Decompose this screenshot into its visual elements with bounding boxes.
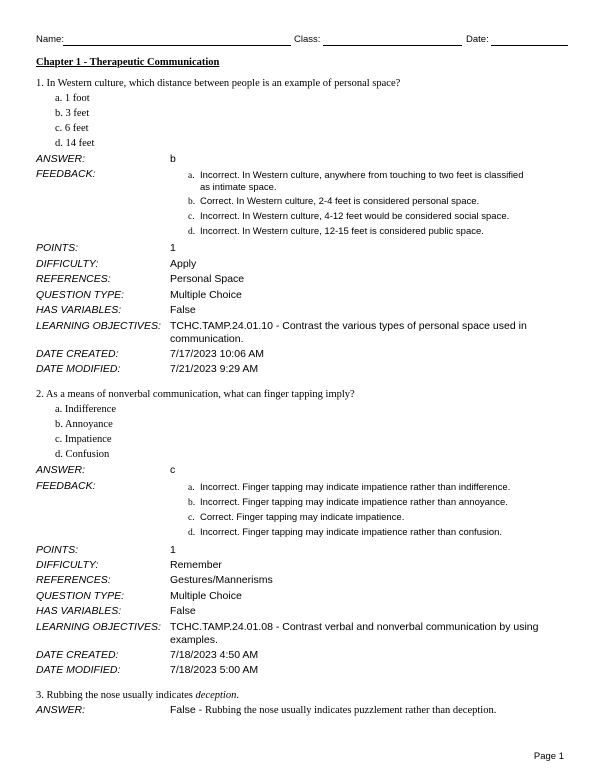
question-2-option-d: d. Confusion: [55, 449, 110, 460]
q1-date-modified-value: 7/21/2023 9:29 AM: [170, 363, 259, 375]
question-1-option-c: c. 6 feet: [55, 123, 89, 134]
chapter-title: Chapter 1 - Therapeutic Communication: [36, 57, 220, 68]
class-line: [323, 45, 462, 46]
question-2-text: 2. As a means of nonverbal communication, what can finger tapping imply?: [36, 389, 355, 400]
question-1-option-a: a. 1 foot: [55, 93, 90, 104]
q1-feedback-d: [188, 226, 533, 238]
q1-difficulty-label: DIFFICULTY:: [36, 258, 99, 270]
feedback-text: Incorrect. Finger tapping may indicate impatience rather than confusion.: [200, 527, 503, 538]
q1-question-type-value: Multiple Choice: [170, 289, 242, 301]
q1-answer-label: ANSWER:: [36, 153, 86, 165]
feedback-text: Correct. In Western culture, 2-4 feet is considered personal space.: [200, 196, 480, 207]
q2-references-value: Gestures/Mannerisms: [170, 574, 273, 586]
q2-question-type-value: Multiple Choice: [170, 590, 242, 602]
question-1-text: 1. In Western culture, which distance between people is an example of personal space?: [36, 78, 401, 89]
q2-feedback-a: [188, 482, 533, 494]
question-1-option-d: d. 14 feet: [55, 138, 95, 149]
q2-question-type-label: QUESTION TYPE:: [36, 590, 125, 602]
q2-date-modified-label: DATE MODIFIED:: [36, 664, 121, 676]
feedback-text: Incorrect. Finger tapping may indicate impatience rather than annoyance.: [200, 497, 508, 508]
date-line: [491, 45, 568, 46]
q1-feedback-label: FEEDBACK:: [36, 168, 96, 180]
q1-date-created-label: DATE CREATED:: [36, 348, 119, 360]
feedback-letter: b.: [188, 498, 196, 508]
q1-date-modified-label: DATE MODIFIED:: [36, 363, 121, 375]
q1-points-label: POINTS:: [36, 242, 79, 254]
question-3-text-prefix: 3. Rubbing the nose usually indicates: [36, 690, 196, 701]
feedback-letter: d.: [188, 528, 196, 538]
q1-feedback-c: [188, 211, 533, 223]
q3-answer-label: ANSWER:: [36, 704, 86, 716]
q2-feedback-label: FEEDBACK:: [36, 480, 96, 492]
q2-has-variables-value: False: [170, 605, 196, 617]
feedback-letter: a.: [188, 483, 195, 493]
question-3-text: [36, 690, 239, 701]
header-fields: [36, 34, 568, 50]
feedback-text: Incorrect. In Western culture, anywhere from touching to two feet is classified as intimate space.: [200, 170, 524, 193]
q1-feedback-a: [188, 170, 533, 194]
q2-date-created-value: 7/18/2023 4:50 AM: [170, 649, 259, 661]
q2-feedback-c: [188, 512, 533, 524]
q1-date-created-value: 7/17/2023 10:06 AM: [170, 348, 264, 360]
q1-question-type-label: QUESTION TYPE:: [36, 289, 125, 301]
q3-answer-tf: False: [170, 704, 196, 716]
feedback-letter: c.: [188, 212, 195, 222]
q2-feedback-d: [188, 527, 533, 539]
feedback-letter: c.: [188, 513, 195, 523]
q1-references-label: REFERENCES:: [36, 273, 111, 285]
name-label: Name:: [36, 34, 64, 45]
q3-answer-value: [170, 704, 496, 716]
q2-date-modified-value: 7/18/2023 5:00 AM: [170, 664, 259, 676]
class-label: Class:: [294, 34, 321, 45]
question-1-option-b: b. 3 feet: [55, 108, 90, 119]
q1-difficulty-value: Apply: [170, 258, 197, 270]
q2-answer-value: c: [170, 464, 176, 476]
question-3-text-suffix: .: [236, 690, 239, 701]
feedback-letter: b.: [188, 197, 196, 207]
q3-answer-explanation: Rubbing the nose usually indicates puzzlement rather than deception.: [205, 705, 497, 716]
question-2-option-c: c. Impatience: [55, 434, 112, 445]
name-line: [63, 45, 291, 46]
q2-points-label: POINTS:: [36, 544, 79, 556]
date-label: Date:: [466, 34, 489, 45]
q1-has-variables-label: HAS VARIABLES:: [36, 304, 122, 316]
feedback-text: Incorrect. Finger tapping may indicate impatience rather than indifference.: [200, 482, 511, 493]
q2-references-label: REFERENCES:: [36, 574, 111, 586]
q3-answer-separator: -: [195, 704, 206, 716]
q1-has-variables-value: False: [170, 304, 196, 316]
question-2-option-a: a. Indifference: [55, 404, 117, 415]
q1-answer-value: b: [170, 153, 176, 165]
q1-points-value: 1: [170, 242, 176, 254]
question-3-text-emphasis: deception: [195, 690, 237, 701]
q2-learning-objectives-label: LEARNING OBJECTIVES:: [36, 621, 161, 633]
q1-references-value: Personal Space: [170, 273, 245, 285]
q2-answer-label: ANSWER:: [36, 464, 86, 476]
feedback-text: Incorrect. In Western culture, 12-15 feet is considered public space.: [200, 226, 484, 237]
q2-learning-objectives-value: TCHC.TAMP.24.01.08 - Contrast verbal and nonverbal communication by using examples.: [170, 621, 539, 646]
q2-date-created-label: DATE CREATED:: [36, 649, 119, 661]
q1-feedback-b: [188, 196, 533, 208]
q2-difficulty-value: Remember: [170, 559, 222, 571]
page-number: Page 1: [533, 751, 564, 762]
q1-learning-objectives-value: TCHC.TAMP.24.01.10 - Contrast the various types of personal space used in communication.: [170, 320, 527, 345]
q2-has-variables-label: HAS VARIABLES:: [36, 605, 122, 617]
feedback-letter: a.: [188, 171, 195, 181]
feedback-letter: d.: [188, 227, 196, 237]
q2-feedback-b: [188, 497, 533, 509]
feedback-text: Incorrect. In Western culture, 4-12 feet would be considered social space.: [200, 211, 510, 222]
q1-learning-objectives-label: LEARNING OBJECTIVES:: [36, 320, 161, 332]
q2-points-value: 1: [170, 544, 176, 556]
question-2-option-b: b. Annoyance: [55, 419, 113, 430]
feedback-text: Correct. Finger tapping may indicate impatience.: [200, 512, 405, 523]
q2-difficulty-label: DIFFICULTY:: [36, 559, 99, 571]
